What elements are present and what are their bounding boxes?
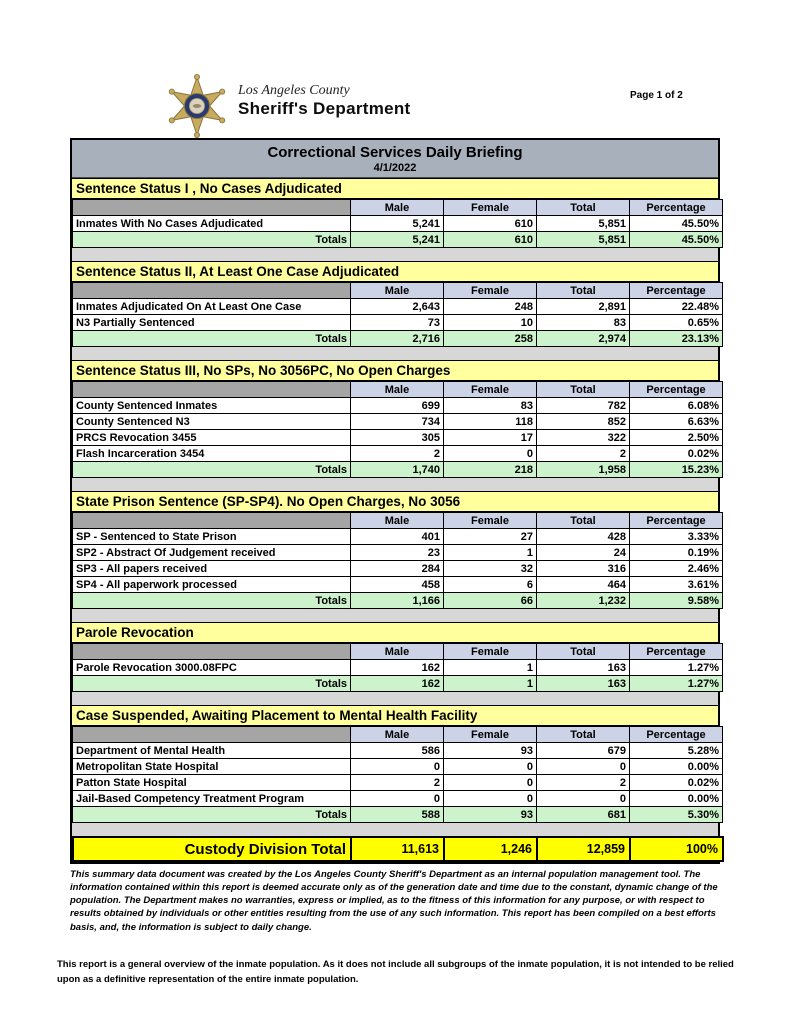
cell-male: 734 (351, 414, 444, 430)
totals-percentage: 5.30% (630, 807, 723, 823)
cell-total: 782 (537, 398, 630, 414)
cell-percentage: 1.27% (630, 660, 723, 676)
custody-total-label: Custody Division Total (73, 837, 351, 861)
totals-male: 162 (351, 676, 444, 692)
totals-percentage: 9.58% (630, 593, 723, 609)
cell-male: 162 (351, 660, 444, 676)
table-row (73, 759, 723, 775)
column-header-spacer (73, 200, 351, 216)
column-header-male: Male (351, 283, 444, 299)
cell-female: 610 (444, 216, 537, 232)
row-label: Department of Mental Health (73, 743, 351, 759)
cell-female: 93 (444, 743, 537, 759)
cell-female: 27 (444, 529, 537, 545)
cell-percentage: 6.63% (630, 414, 723, 430)
cell-total: 5,851 (537, 216, 630, 232)
cell-male: 2 (351, 775, 444, 791)
totals-total: 5,851 (537, 232, 630, 248)
title-bar (72, 140, 718, 178)
section-heading: Parole Revocation (72, 622, 718, 643)
section-heading: Sentence Status II, At Least One Case Adjudicated (72, 261, 718, 282)
cell-female: 32 (444, 561, 537, 577)
section-state-prison-sentence (72, 491, 718, 609)
column-header-percentage: Percentage (630, 283, 723, 299)
column-header-spacer (73, 283, 351, 299)
column-header-male: Male (351, 382, 444, 398)
cell-male: 0 (351, 759, 444, 775)
table-row (73, 216, 723, 232)
cell-total: 322 (537, 430, 630, 446)
cell-percentage: 3.61% (630, 577, 723, 593)
cell-percentage: 0.65% (630, 315, 723, 331)
cell-male: 5,241 (351, 216, 444, 232)
cell-total: 428 (537, 529, 630, 545)
table-row (73, 545, 723, 561)
column-header-total: Total (537, 644, 630, 660)
table-row (73, 660, 723, 676)
section-table (72, 199, 723, 248)
cell-male: 0 (351, 791, 444, 807)
row-label: SP4 - All paperwork processed (73, 577, 351, 593)
column-header-row (73, 283, 723, 299)
totals-percentage: 23.13% (630, 331, 723, 347)
cell-percentage: 0.00% (630, 759, 723, 775)
cell-female: 17 (444, 430, 537, 446)
column-header-total: Total (537, 513, 630, 529)
table-row (73, 430, 723, 446)
table-row (73, 414, 723, 430)
cell-male: 73 (351, 315, 444, 331)
column-header-female: Female (444, 200, 537, 216)
cell-total: 2,891 (537, 299, 630, 315)
totals-label: Totals (73, 807, 351, 823)
column-header-percentage: Percentage (630, 513, 723, 529)
column-header-female: Female (444, 644, 537, 660)
column-header-row (73, 382, 723, 398)
section-table (72, 726, 723, 823)
cell-total: 163 (537, 660, 630, 676)
section-sentence-status-2 (72, 261, 718, 347)
row-label: Parole Revocation 3000.08FPC (73, 660, 351, 676)
cell-male: 699 (351, 398, 444, 414)
totals-total: 1,958 (537, 462, 630, 478)
cell-percentage: 2.50% (630, 430, 723, 446)
cell-male: 305 (351, 430, 444, 446)
column-header-female: Female (444, 382, 537, 398)
totals-label: Totals (73, 462, 351, 478)
table-row (73, 299, 723, 315)
section-heading: Case Suspended, Awaiting Placement to Mental Health Facility (72, 705, 718, 726)
row-label: Flash Incarceration 3454 (73, 446, 351, 462)
row-label: N3 Partially Sentenced (73, 315, 351, 331)
row-label: SP2 - Abstract Of Judgement received (73, 545, 351, 561)
totals-male: 588 (351, 807, 444, 823)
table-row (73, 743, 723, 759)
cell-percentage: 45.50% (630, 216, 723, 232)
row-label: Patton State Hospital (73, 775, 351, 791)
totals-male: 5,241 (351, 232, 444, 248)
row-label: Metropolitan State Hospital (73, 759, 351, 775)
totals-label: Totals (73, 676, 351, 692)
totals-row (73, 331, 723, 347)
column-header-male: Male (351, 513, 444, 529)
briefing-container (70, 138, 720, 864)
column-header-total: Total (537, 382, 630, 398)
column-header-percentage: Percentage (630, 644, 723, 660)
disclaimer-text: This summary data document was created by the Los Angeles County Sheriff's Department as an internal population management tool. The information contained within this report is deemed accurate only as of the generation date and time due to the constant, dynamic change of the population. The Department makes no warranties, express or implied, as to the fitness of this information for any purpose, or with respect to results obtained by individuals or other entities resulting from the use of any such information. This report has been compiled on a best efforts basis, and, the information is subject to daily change. (70, 868, 718, 933)
section-table (72, 282, 723, 347)
totals-row (73, 232, 723, 248)
custody-total-percentage: 100% (630, 837, 723, 861)
cell-percentage: 0.19% (630, 545, 723, 561)
agency-department-label: Sheriff's Department (238, 98, 411, 118)
cell-female: 0 (444, 759, 537, 775)
column-header-percentage: Percentage (630, 200, 723, 216)
row-label: PRCS Revocation 3455 (73, 430, 351, 446)
custody-total-row (73, 837, 723, 861)
section-table (72, 643, 723, 692)
column-header-row (73, 513, 723, 529)
section-sentence-status-1 (72, 178, 718, 248)
column-header-spacer (73, 382, 351, 398)
section-table (72, 512, 723, 609)
totals-row (73, 462, 723, 478)
section-parole-revocation (72, 622, 718, 692)
row-label: Inmates Adjudicated On At Least One Case (73, 299, 351, 315)
section-table (72, 381, 723, 478)
table-row (73, 791, 723, 807)
totals-female: 1 (444, 676, 537, 692)
column-header-total: Total (537, 283, 630, 299)
row-label: SP3 - All papers received (73, 561, 351, 577)
cell-total: 0 (537, 759, 630, 775)
column-header-female: Female (444, 727, 537, 743)
totals-percentage: 15.23% (630, 462, 723, 478)
table-row (73, 446, 723, 462)
column-header-total: Total (537, 200, 630, 216)
totals-total: 2,974 (537, 331, 630, 347)
cell-female: 0 (444, 446, 537, 462)
cell-male: 2 (351, 446, 444, 462)
cell-female: 83 (444, 398, 537, 414)
totals-female: 258 (444, 331, 537, 347)
table-row (73, 315, 723, 331)
cell-female: 6 (444, 577, 537, 593)
column-header-spacer (73, 727, 351, 743)
cell-percentage: 2.46% (630, 561, 723, 577)
section-mental-health-placement (72, 705, 718, 823)
cell-percentage: 0.02% (630, 446, 723, 462)
table-row (73, 577, 723, 593)
totals-female: 218 (444, 462, 537, 478)
column-header-total: Total (537, 727, 630, 743)
cell-male: 586 (351, 743, 444, 759)
cell-percentage: 0.00% (630, 791, 723, 807)
row-label: County Sentenced N3 (73, 414, 351, 430)
cell-percentage: 6.08% (630, 398, 723, 414)
custody-division-total-row (72, 836, 724, 862)
cell-male: 23 (351, 545, 444, 561)
totals-male: 2,716 (351, 331, 444, 347)
cell-total: 2 (537, 446, 630, 462)
cell-total: 852 (537, 414, 630, 430)
column-header-spacer (73, 644, 351, 660)
cell-female: 10 (444, 315, 537, 331)
totals-row (73, 807, 723, 823)
cell-total: 2 (537, 775, 630, 791)
column-header-male: Male (351, 644, 444, 660)
totals-female: 610 (444, 232, 537, 248)
totals-male: 1,740 (351, 462, 444, 478)
cell-female: 1 (444, 660, 537, 676)
table-row (73, 398, 723, 414)
section-heading: State Prison Sentence (SP-SP4). No Open Charges, No 3056 (72, 491, 718, 512)
overview-note-text: This report is a general overview of the inmate population. As it does not include all subgroups of the inmate population, it is not intended to be relied upon as a definitive representation of the entire inmate population. (57, 958, 734, 985)
cell-percentage: 22.48% (630, 299, 723, 315)
section-sentence-status-3 (72, 360, 718, 478)
row-label: Jail-Based Competency Treatment Program (73, 791, 351, 807)
cell-male: 284 (351, 561, 444, 577)
totals-total: 681 (537, 807, 630, 823)
report-title: Correctional Services Daily Briefing (267, 144, 523, 161)
agency-county-label: Los Angeles County (238, 83, 350, 98)
cell-female: 0 (444, 775, 537, 791)
cell-total: 316 (537, 561, 630, 577)
totals-label: Totals (73, 232, 351, 248)
custody-total-male: 11,613 (351, 837, 444, 861)
sheriff-star-badge-icon (166, 74, 228, 138)
cell-percentage: 0.02% (630, 775, 723, 791)
table-row (73, 775, 723, 791)
cell-female: 0 (444, 791, 537, 807)
cell-female: 118 (444, 414, 537, 430)
cell-male: 401 (351, 529, 444, 545)
column-header-male: Male (351, 727, 444, 743)
totals-female: 66 (444, 593, 537, 609)
table-row (73, 561, 723, 577)
page-indicator: Page 1 of 2 (630, 90, 683, 101)
totals-total: 1,232 (537, 593, 630, 609)
cell-female: 1 (444, 545, 537, 561)
agency-name-block (238, 84, 411, 118)
totals-label: Totals (73, 593, 351, 609)
totals-percentage: 45.50% (630, 232, 723, 248)
column-header-percentage: Percentage (630, 727, 723, 743)
column-header-female: Female (444, 283, 537, 299)
column-header-male: Male (351, 200, 444, 216)
section-heading: Sentence Status III, No SPs, No 3056PC, No Open Charges (72, 360, 718, 381)
column-header-female: Female (444, 513, 537, 529)
cell-total: 0 (537, 791, 630, 807)
row-label: Inmates With No Cases Adjudicated (73, 216, 351, 232)
table-row (73, 529, 723, 545)
cell-female: 248 (444, 299, 537, 315)
cell-male: 458 (351, 577, 444, 593)
column-header-row (73, 644, 723, 660)
cell-male: 2,643 (351, 299, 444, 315)
totals-female: 93 (444, 807, 537, 823)
column-header-percentage: Percentage (630, 382, 723, 398)
cell-total: 83 (537, 315, 630, 331)
column-header-spacer (73, 513, 351, 529)
custody-total-female: 1,246 (444, 837, 537, 861)
report-date: 4/1/2022 (373, 162, 417, 174)
totals-percentage: 1.27% (630, 676, 723, 692)
totals-row (73, 676, 723, 692)
totals-total: 163 (537, 676, 630, 692)
cell-total: 24 (537, 545, 630, 561)
cell-total: 464 (537, 577, 630, 593)
row-label: County Sentenced Inmates (73, 398, 351, 414)
column-header-row (73, 727, 723, 743)
cell-percentage: 3.33% (630, 529, 723, 545)
cell-total: 679 (537, 743, 630, 759)
section-heading: Sentence Status I , No Cases Adjudicated (72, 178, 718, 199)
totals-male: 1,166 (351, 593, 444, 609)
totals-row (73, 593, 723, 609)
column-header-row (73, 200, 723, 216)
totals-label: Totals (73, 331, 351, 347)
row-label: SP - Sentenced to State Prison (73, 529, 351, 545)
custody-total-total: 12,859 (537, 837, 630, 861)
cell-percentage: 5.28% (630, 743, 723, 759)
